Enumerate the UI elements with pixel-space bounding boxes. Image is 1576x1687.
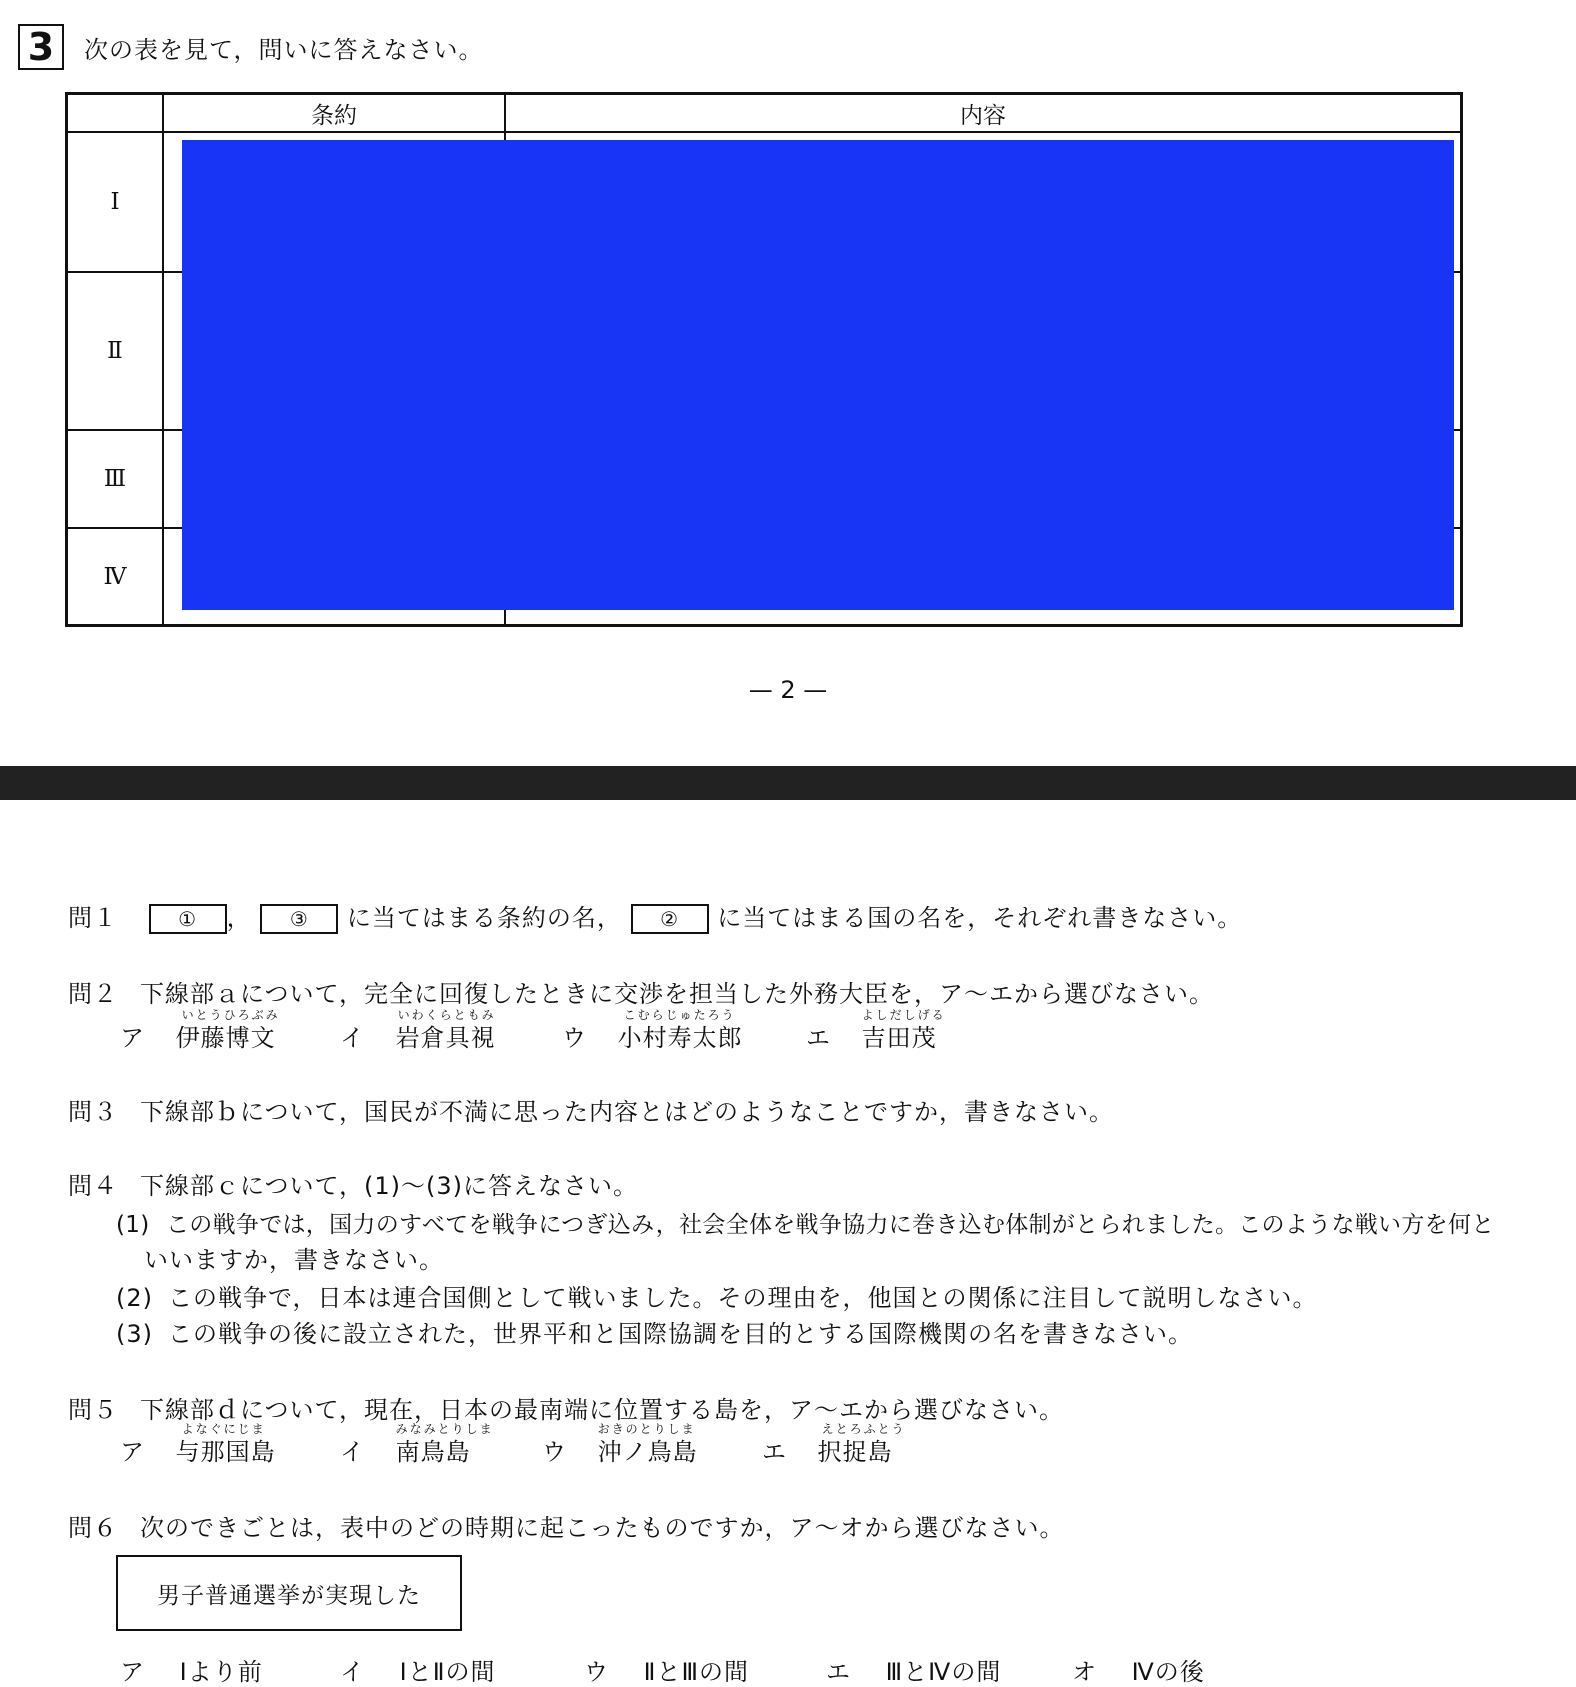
row-label-4: Ⅳ [67, 528, 164, 626]
furigana: よなぐにじま [181, 1422, 266, 1436]
q2-choice [340, 1008, 496, 1053]
row-label-2: Ⅱ [67, 272, 164, 430]
choice-mark: エ [826, 1658, 851, 1686]
answer-box-2: ② [631, 904, 709, 934]
choice-name [861, 1008, 946, 1052]
choice-mark: ア [120, 1658, 145, 1686]
choice-mark: オ [1072, 1658, 1097, 1686]
choice-name [395, 1422, 494, 1466]
choice-mark: イ [340, 1658, 365, 1686]
header-content: 内容 [505, 94, 1462, 133]
sub2-text: この戦争で，日本は連合国側として戦いました。その理由を，他国との関係に注目して説明しなさい。 [168, 1284, 1318, 1312]
q4-sub1-cont: いいますか，書きなさい。 [144, 1246, 444, 1274]
question-4 [68, 1166, 638, 1201]
choice-text: 与那国島 [175, 1438, 276, 1466]
furigana: えとろふとう [821, 1422, 906, 1436]
table-corner-cell [67, 94, 164, 133]
header-treaty: 条約 [163, 94, 505, 133]
choice-text: 択捉島 [817, 1438, 893, 1466]
q5-choice [542, 1422, 698, 1467]
q4-sub3 [116, 1314, 1193, 1349]
question-2 [68, 974, 1214, 1009]
q5-choice [762, 1422, 906, 1467]
q6-choice [826, 1652, 1001, 1687]
page-divider [0, 766, 1576, 800]
q6-choice [120, 1652, 263, 1687]
q6-choice [584, 1652, 749, 1687]
q2-text: 下線部ａについて，完全に回復したときに交渉を担当した外務大臣を，ア～エから選びなさい。 [140, 980, 1215, 1008]
choice-name [395, 1008, 496, 1052]
choice-text: 沖ノ鳥島 [597, 1438, 698, 1466]
q6-choice [1072, 1652, 1205, 1687]
furigana: いとうひろぶみ [181, 1008, 280, 1022]
q5-choice [340, 1422, 494, 1467]
furigana: おきのとりしま [597, 1422, 696, 1436]
choice-text: ⅠとⅡの間 [399, 1658, 496, 1686]
choice-name [597, 1422, 698, 1466]
choice-text: ⅡとⅢの間 [643, 1658, 749, 1686]
q1-comma: ， [226, 904, 252, 932]
page-number: — 2 — [748, 676, 828, 704]
question-1 [68, 898, 1242, 934]
q5-choice [120, 1422, 276, 1467]
event-box [116, 1555, 462, 1631]
q3-label: 問３ [68, 1098, 118, 1126]
choice-text: 吉田茂 [861, 1024, 937, 1052]
event-text: 男子普通選挙が実現した [157, 1582, 421, 1609]
choice-name [817, 1422, 906, 1466]
choice-text: Ⅰより前 [179, 1658, 263, 1686]
q2-choice [120, 1008, 280, 1053]
choice-name [617, 1008, 743, 1052]
q1-text-a: に当てはまる条約の名， [346, 904, 622, 932]
furigana: みなみとりしま [395, 1422, 494, 1436]
q4-sub1 [116, 1206, 1495, 1239]
q2-choice [562, 1008, 743, 1053]
question-number-box [18, 24, 64, 70]
q4-label: 問４ [68, 1172, 118, 1200]
q2-label: 問２ [68, 980, 118, 1008]
sub2-label: (2) [116, 1284, 153, 1312]
answer-box-1: ① [149, 904, 227, 934]
q1-text-b: に当てはまる国の名を，それぞれ書きなさい。 [717, 904, 1243, 932]
choice-text: 南鳥島 [395, 1438, 471, 1466]
row-label-3: Ⅲ [67, 430, 164, 528]
row-label-1: Ⅰ [67, 132, 164, 272]
table-header-row [67, 94, 1462, 133]
choice-mark: ウ [562, 1024, 587, 1052]
q1-label: 問１ [68, 904, 118, 932]
choice-mark: ア [120, 1024, 145, 1052]
q4-text: 下線部ｃについて，(1)～(3)に答えなさい。 [140, 1172, 639, 1200]
q5-label: 問５ [68, 1396, 118, 1424]
choice-mark: ウ [584, 1658, 609, 1686]
question-3 [68, 1092, 1114, 1127]
choice-name [175, 1008, 280, 1052]
choice-text: 小村寿太郎 [617, 1024, 743, 1052]
choice-mark: ウ [542, 1438, 567, 1466]
furigana: こむらじゅたろう [623, 1008, 736, 1022]
sub3-text: この戦争の後に設立された，世界平和と国際協調を目的とする国際機関の名を書きなさい。 [168, 1320, 1193, 1348]
redaction-block [182, 140, 1454, 610]
q2-choice [806, 1008, 946, 1053]
intro-text: 次の表を見て，問いに答えなさい。 [84, 36, 484, 64]
q5-text: 下線部ｄについて，現在，日本の最南端に位置する島を，ア～エから選びなさい。 [140, 1396, 1065, 1424]
sub3-label: (3) [116, 1320, 153, 1348]
furigana: いわくらともみ [397, 1008, 496, 1022]
furigana: よしだしげる [861, 1008, 946, 1022]
choice-text: 岩倉具視 [395, 1024, 496, 1052]
sub1-text: この戦争では，国力のすべてを戦争につぎ込み，社会全体を戦争協力に巻き込む体制がとられました。このような戦い方を何と [166, 1212, 1495, 1238]
choice-text: ⅢとⅣの間 [885, 1658, 1002, 1686]
choice-mark: エ [806, 1024, 831, 1052]
sub1-label: (1) [116, 1212, 150, 1238]
choice-name [175, 1422, 276, 1466]
choice-mark: エ [762, 1438, 787, 1466]
q6-choice [340, 1652, 496, 1687]
choice-mark: イ [340, 1438, 365, 1466]
choice-text: 伊藤博文 [175, 1024, 276, 1052]
q6-text: 次のできごとは，表中のどの時期に起こったものですか，ア～オから選びなさい。 [140, 1514, 1065, 1542]
question-number: 3 [27, 25, 55, 69]
choice-text: Ⅳの後 [1131, 1658, 1205, 1686]
choice-mark: ア [120, 1438, 145, 1466]
choice-mark: イ [340, 1024, 365, 1052]
q4-sub2 [116, 1278, 1318, 1313]
answer-box-3: ③ [260, 904, 338, 934]
q6-label: 問６ [68, 1514, 118, 1542]
question-6 [68, 1508, 1065, 1543]
q3-text: 下線部ｂについて，国民が不満に思った内容とはどのようなことですか，書きなさい。 [140, 1098, 1115, 1126]
